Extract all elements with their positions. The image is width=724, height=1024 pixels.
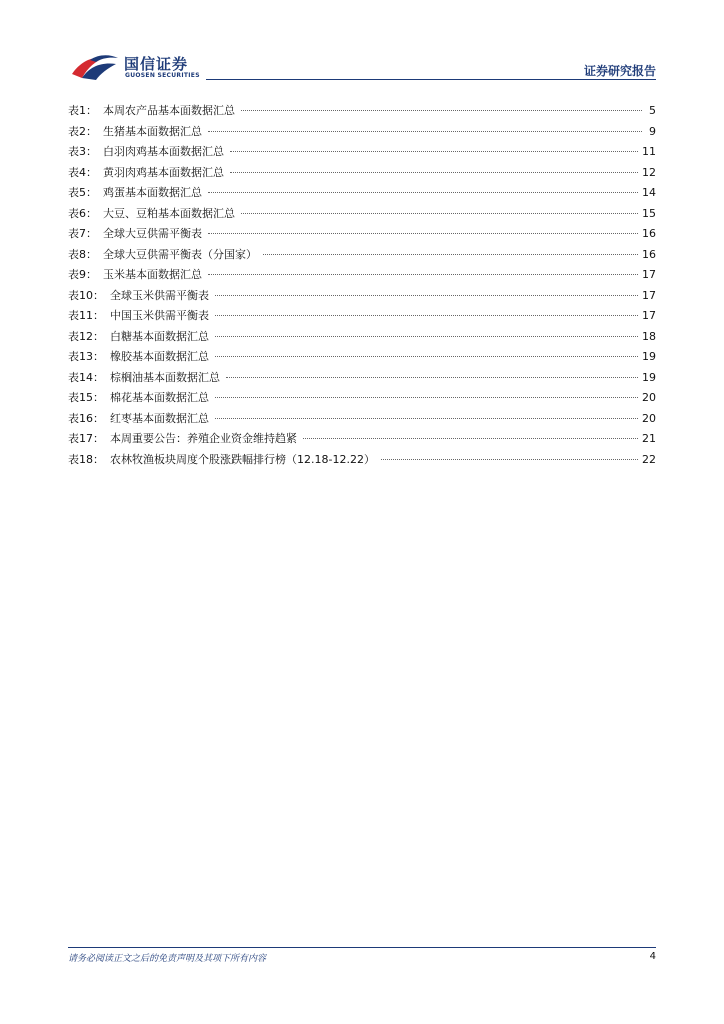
toc-entry-page: 16 [642, 227, 656, 240]
toc-entry[interactable] [68, 347, 656, 368]
toc-dot-leader [215, 336, 638, 337]
toc-entry-label: 表2： [68, 124, 97, 138]
toc-entry-title: 黄羽肉鸡基本面数据汇总 [103, 165, 224, 179]
logo-chinese-name: 国信证券 [124, 55, 189, 73]
toc-entry-title: 本周农产品基本面数据汇总 [103, 104, 235, 117]
toc-entry-label: 表4： [68, 165, 97, 179]
toc-entry-label: 表5： [68, 186, 97, 199]
toc-dot-leader [226, 377, 638, 378]
toc-dot-leader [208, 131, 642, 132]
toc-entry-title: 全球大豆供需平衡表 [103, 227, 202, 240]
footer-divider [68, 947, 656, 948]
toc-entry-label: 表1： [68, 104, 97, 117]
toc-dot-leader [241, 110, 642, 111]
toc-dot-leader [208, 274, 638, 275]
toc-dot-leader [208, 233, 638, 234]
toc-entry-label: 表13： [68, 350, 104, 363]
toc-entry-page: 17 [642, 288, 656, 302]
toc-entry-label: 表17： [68, 432, 104, 445]
toc-entry[interactable] [68, 368, 656, 389]
toc-entry[interactable] [68, 450, 656, 471]
toc-entry-title: 棉花基本面数据汇总 [110, 391, 209, 404]
toc-entry[interactable] [68, 388, 656, 409]
toc-entry-title: 生猪基本面数据汇总 [103, 124, 202, 138]
toc-entry[interactable] [68, 265, 656, 286]
toc-entry[interactable] [68, 409, 656, 430]
toc-entry-label: 表12： [68, 329, 104, 343]
page-header [70, 52, 656, 86]
toc-entry[interactable] [68, 306, 656, 327]
footer-disclaimer: 请务必阅读正文之后的免责声明及其项下所有内容 [68, 954, 267, 964]
toc-entry-label: 表14： [68, 370, 104, 384]
toc-entry-label: 表18： [68, 452, 104, 466]
toc-entry[interactable] [68, 204, 656, 225]
toc-entry[interactable] [68, 429, 656, 450]
toc-entry-title: 橡胶基本面数据汇总 [110, 350, 209, 363]
guosen-logo-icon [70, 52, 120, 82]
page-number: 4 [649, 951, 656, 962]
table-of-tables [68, 101, 656, 470]
toc-entry-title: 全球玉米供需平衡表 [110, 288, 209, 302]
toc-entry-page: 17 [642, 268, 656, 281]
toc-entry-page: 19 [642, 370, 656, 384]
toc-dot-leader [215, 295, 638, 296]
toc-entry-title: 鸡蛋基本面数据汇总 [103, 186, 202, 199]
toc-entry-label: 表9： [68, 268, 97, 281]
toc-entry-page: 22 [642, 452, 656, 466]
toc-entry-page: 18 [642, 329, 656, 343]
toc-entry-label: 表10： [68, 288, 104, 302]
toc-entry[interactable] [68, 163, 656, 184]
toc-entry-label: 表15： [68, 391, 104, 404]
toc-entry-page: 20 [642, 411, 656, 425]
toc-entry-label: 表8： [68, 247, 97, 261]
toc-entry-page: 9 [649, 124, 656, 138]
toc-dot-leader [230, 151, 638, 152]
toc-entry-page: 15 [642, 206, 656, 220]
toc-dot-leader [215, 397, 638, 398]
toc-entry[interactable] [68, 245, 656, 266]
logo-english-name: GUOSEN SECURITIES [125, 72, 200, 79]
toc-entry-title: 本周重要公告：养殖企业资金维持趋紧 [110, 432, 297, 445]
toc-entry-title: 白羽肉鸡基本面数据汇总 [103, 145, 224, 158]
toc-entry[interactable] [68, 122, 656, 143]
toc-dot-leader [241, 213, 638, 214]
toc-entry-page: 21 [642, 432, 656, 445]
toc-entry-title: 中国玉米供需平衡表 [110, 309, 209, 322]
toc-dot-leader [215, 315, 638, 316]
toc-entry[interactable] [68, 183, 656, 204]
toc-entry[interactable] [68, 286, 656, 307]
toc-entry-label: 表6： [68, 206, 97, 220]
toc-dot-leader [215, 356, 638, 357]
toc-entry[interactable] [68, 101, 656, 122]
toc-entry-page: 12 [642, 165, 656, 179]
toc-entry[interactable] [68, 224, 656, 245]
toc-entry[interactable] [68, 142, 656, 163]
toc-entry-label: 表7： [68, 227, 97, 240]
toc-entry-title: 白糖基本面数据汇总 [110, 329, 209, 343]
toc-entry-page: 5 [649, 104, 656, 117]
toc-dot-leader [263, 254, 638, 255]
toc-entry-title: 红枣基本面数据汇总 [110, 411, 209, 425]
header-divider [206, 79, 656, 80]
report-type-label: 证券研究报告 [583, 64, 656, 78]
toc-dot-leader [303, 438, 638, 439]
toc-dot-leader [215, 418, 638, 419]
toc-entry-label: 表3： [68, 145, 97, 158]
toc-dot-leader [230, 172, 638, 173]
toc-entry-label: 表11： [68, 309, 104, 322]
toc-entry-page: 11 [642, 145, 656, 158]
toc-entry-title: 玉米基本面数据汇总 [103, 268, 202, 281]
toc-entry-page: 19 [642, 350, 656, 363]
toc-entry-page: 17 [642, 309, 656, 322]
toc-dot-leader [381, 459, 638, 460]
toc-entry-page: 16 [642, 247, 656, 261]
toc-entry-label: 表16： [68, 411, 104, 425]
toc-entry[interactable] [68, 327, 656, 348]
toc-entry-title: 大豆、豆粕基本面数据汇总 [103, 206, 235, 220]
toc-entry-title: 农林牧渔板块周度个股涨跌幅排行榜（12.18-12.22） [110, 452, 375, 466]
toc-entry-title: 全球大豆供需平衡表（分国家） [103, 247, 257, 261]
toc-entry-page: 20 [642, 391, 656, 404]
toc-dot-leader [208, 192, 638, 193]
toc-entry-page: 14 [642, 186, 656, 199]
toc-entry-title: 棕榈油基本面数据汇总 [110, 370, 220, 384]
